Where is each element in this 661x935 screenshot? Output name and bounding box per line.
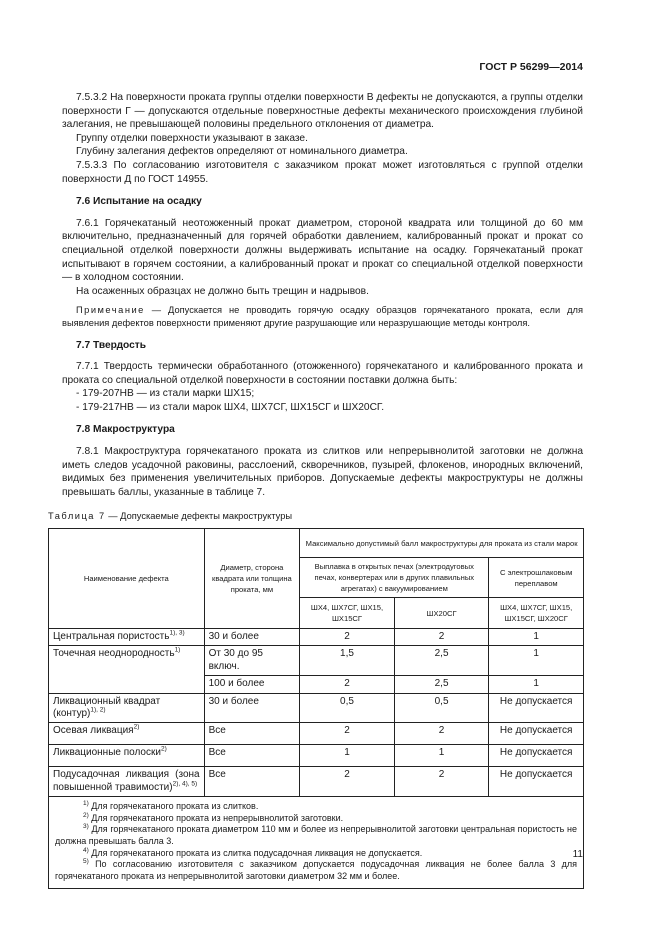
table-footnotes-row	[49, 797, 584, 889]
header-open-furnace: Выплавка в открытых печах (электродуговых печах, конвертерах или в других плавильных агрегатах) с вакуумированием	[300, 558, 489, 598]
score-cell: 2,5	[394, 646, 489, 676]
diameter-cell: Все	[204, 723, 300, 745]
diameter-cell: От 30 до 95 включ.	[204, 646, 300, 676]
header-grade-group-2: ШХ20СГ	[394, 598, 489, 629]
header-max-score: Максимально допустимый балл макроструктуры для проката из стали марок	[300, 529, 584, 558]
footnote: $^{4)}$ Для горячекатаного проката из слитка подусадочная ликвация не допускается.	[83, 846, 423, 858]
header-diameter: Диаметр, сторона квадрата или толщина проката, мм	[204, 529, 300, 629]
defect-name: Осевая ликвация$^{2)}$	[49, 723, 205, 745]
defect-name: Ликвационный квадрат (контур)$^{1), 2)}$	[49, 693, 205, 723]
table-row	[49, 745, 584, 767]
score-cell: 2	[394, 767, 489, 797]
table-row	[49, 723, 584, 745]
note-text: — Допускается не проводить горячую осадку образцов горячекатаного проката, если для выявления дефектов поверхности применяют другие разрушающие или неразрушающие методы контроля.	[62, 305, 583, 328]
footnote: $^{5)}$ По согласованию изготовителя с заказчиком допускается подусадочная ликвация не более балла 3 для горячекатаного проката из непрерывнолитой заготовки диаметром 32 мм и более.	[55, 858, 577, 881]
defect-name: Точечная неоднородность$^{1)}$	[49, 646, 205, 693]
clause-7-8-1: 7.8.1 Макроструктура горячекатаного проката из слитков или непрерывнолитой заготовки не должна иметь следов усадочной раковины, расслоений, скворечников, пузырей, флокенов, инородных включений, видимых без применения увеличительных приборов. Допускаемые дефекты макроструктуры не должны превышать баллы, указанные в таблице 7.	[62, 446, 583, 498]
footnote: $^{1)}$ Для горячекатаного проката из слитков.	[83, 800, 259, 812]
table-row	[49, 767, 584, 797]
score-cell: 1	[489, 646, 584, 676]
section-heading-7-6: 7.6 Испытание на осадку	[76, 196, 202, 208]
page-number: 11	[572, 849, 583, 860]
score-cell: 2,5	[394, 676, 489, 693]
clause-7-7-1: 7.7.1 Твердость термически обработанного (отожженного) горячекатаного и калиброванного проката и проката со специальной отделкой поверхности в состоянии поставки должна быть:	[62, 361, 583, 386]
diameter-cell: 100 и более	[204, 676, 300, 693]
caption-text: — Допускаемые дефекты макроструктуры	[105, 511, 293, 522]
paragraph: Группу отделки поверхности указывают в заказе.	[76, 132, 308, 144]
footnote: $^{3)}$ Для горячекатаного проката диаметром 110 мм и более из непрерывнолитой заготовки центральная пористость не должна превышать балла 3.	[55, 823, 577, 847]
score-cell: 2	[300, 767, 395, 797]
list-item: - 179-207НВ — из стали марки ШХ15;	[76, 388, 255, 400]
header-esr: С электрошлаковым переплавом	[489, 558, 584, 598]
caption-label: Таблица 7	[48, 511, 106, 522]
header-grade-group-1: ШХ4, ШХ7СГ, ШХ15, ШХ15СГ	[300, 598, 395, 629]
score-cell: 1	[394, 745, 489, 767]
defect-name: Ликвационные полоски$^{2)}$	[49, 745, 205, 767]
note	[62, 304, 583, 329]
footnote: $^{2)}$ Для горячекатаного проката из непрерывнолитой заготовки.	[83, 811, 344, 823]
table-7	[48, 528, 584, 889]
document-code: ГОСТ Р 56299—2014	[479, 61, 583, 73]
table-row	[49, 646, 584, 676]
defect-name: Центральная пористость$^{1), 3)}$	[49, 629, 205, 646]
clause-7-6-1: 7.6.1 Горячекатаный неотожженный прокат диаметром, стороной квадрата или толщиной до 60 мм включительно, предназначенный для горячей обработки давлением, калиброванный прокат и прокат со специальной отделкой поверхности должны выдерживать испытание на осадку. Горячекатаный прокат испытывают в горячем состоянии, а калиброванный прокат и прокат со специальной отделкой поверхности — в холодном состоянии.	[62, 217, 583, 284]
defect-name: Подусадочная ликвация (зона повышенной травимости)$^{2), 4), 5)}$	[49, 767, 205, 797]
page-body	[48, 91, 583, 889]
score-cell: 2	[394, 629, 489, 646]
score-cell: 0,5	[300, 693, 395, 723]
score-cell: 0,5	[394, 693, 489, 723]
score-cell: 1	[489, 676, 584, 693]
table-row	[49, 693, 584, 723]
score-cell: Не допускается	[489, 693, 584, 723]
paragraph: Глубину залегания дефектов определяют от номинального диаметра.	[76, 146, 408, 158]
score-cell: 2	[300, 723, 395, 745]
table-row	[49, 629, 584, 646]
score-cell: 2	[394, 723, 489, 745]
table-caption	[48, 510, 583, 524]
header-grade-group-3: ШХ4, ШХ7СГ, ШХ15, ШХ15СГ, ШХ20СГ	[489, 598, 584, 629]
clause-7-5-3-2: 7.5.3.2 На поверхности проката группы отделки поверхности В дефекты не допускаются, а группы отделки поверхности Г — допускаются отдельные поверхностные дефекты механического происхождения глубиной залегания, не превышающей половины предельного отклонения от диаметра.	[62, 92, 583, 131]
clause-7-5-3-3: 7.5.3.3 По согласованию изготовителя с заказчиком прокат может изготовляться с группой отделки поверхности Д по ГОСТ 14955.	[62, 159, 583, 185]
section-heading-7-8: 7.8 Макроструктура	[76, 424, 175, 436]
score-cell: Не допускается	[489, 767, 584, 797]
score-cell: 2	[300, 676, 395, 693]
diameter-cell: Все	[204, 767, 300, 797]
score-cell: 2	[300, 629, 395, 646]
section-heading-7-7: 7.7 Твердость	[76, 339, 147, 351]
score-cell: 1	[489, 629, 584, 646]
score-cell: Не допускается	[489, 723, 584, 745]
score-cell: 1,5	[300, 646, 395, 676]
diameter-cell: Все	[204, 745, 300, 767]
diameter-cell: 30 и более	[204, 693, 300, 723]
score-cell: Не допускается	[489, 745, 584, 767]
note-label: Примечание	[76, 305, 145, 316]
paragraph: На осаженных образцах не должно быть трещин и надрывов.	[76, 285, 369, 297]
header-defect-name: Наименование дефекта	[49, 529, 205, 629]
list-item: - 179-217НВ — из стали марок ШХ4, ШХ7СГ, ШХ15СГ и ШХ20СГ.	[76, 401, 385, 413]
table-footnotes	[49, 797, 584, 889]
diameter-cell: 30 и более	[204, 629, 300, 646]
score-cell: 1	[300, 745, 395, 767]
